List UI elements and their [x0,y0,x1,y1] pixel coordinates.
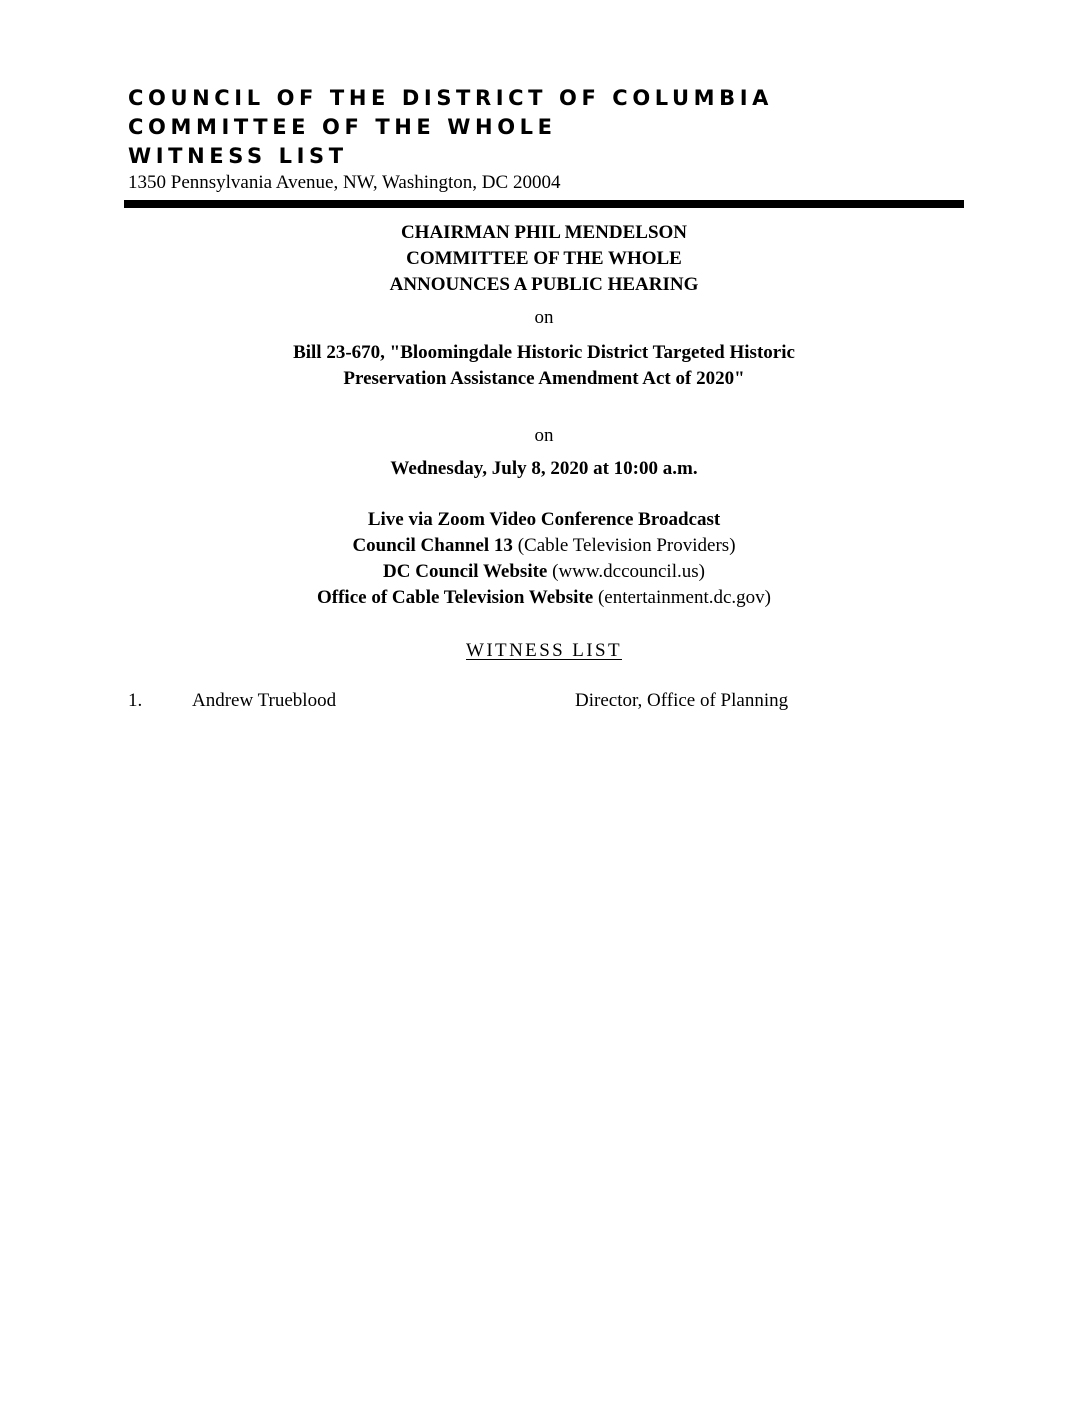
broadcast-info [0,507,1088,611]
hearing-date: Wednesday, July 8, 2020 at 10:00 a.m. [390,458,698,479]
bill-title-line-2: Preservation Assistance Amendment Act of 2020" [343,368,745,389]
witness-list-heading-text: WITNESS LIST [466,640,622,661]
broadcast-channel [0,559,1088,585]
header-rule [124,200,964,208]
broadcast-heading: Live via Zoom Video Conference Broadcast [367,509,721,530]
broadcast-channel-detail: (Cable Television Providers) [512,535,736,556]
bill-title [0,340,1088,392]
witness-list-heading [0,640,1088,662]
broadcast-channel [0,585,1088,611]
witness-title: Director, Office of Planning [575,690,789,711]
witness-row [0,688,1088,714]
broadcast-channel-detail: (entertainment.dc.gov) [593,587,771,608]
broadcast-channel-name: DC Council Website [383,561,548,582]
announcement-committee: COMMITTEE OF THE WHOLE [406,248,682,269]
witness-number: 1. [128,690,143,711]
on-label: on [534,307,554,328]
bill-title-line-1: Bill 23-670, "Bloomingdale Historic District Targeted Historic [293,342,795,363]
letterhead [128,84,968,195]
broadcast-channel-detail: (www.dccouncil.us) [547,561,705,582]
letterhead-council-name: COUNCIL OF THE DISTRICT OF COLUMBIA [128,86,774,110]
broadcast-channel-name: Council Channel 13 [352,535,513,556]
on-label: on [534,425,554,446]
witness-name: Andrew Trueblood [192,690,337,711]
announcement-public-hearing: ANNOUNCES A PUBLIC HEARING [389,274,699,295]
letterhead-address: 1350 Pennsylvania Avenue, NW, Washington, DC 20004 [128,172,561,193]
broadcast-channel-name: Office of Cable Television Website [317,587,594,608]
letterhead-committee-name: COMMITTEE OF THE WHOLE [128,115,557,139]
letterhead-document-type: WITNESS LIST [128,144,348,168]
announcement-chairman: CHAIRMAN PHIL MENDELSON [400,222,688,243]
hearing-announcement [0,220,1088,298]
broadcast-channel [0,533,1088,559]
